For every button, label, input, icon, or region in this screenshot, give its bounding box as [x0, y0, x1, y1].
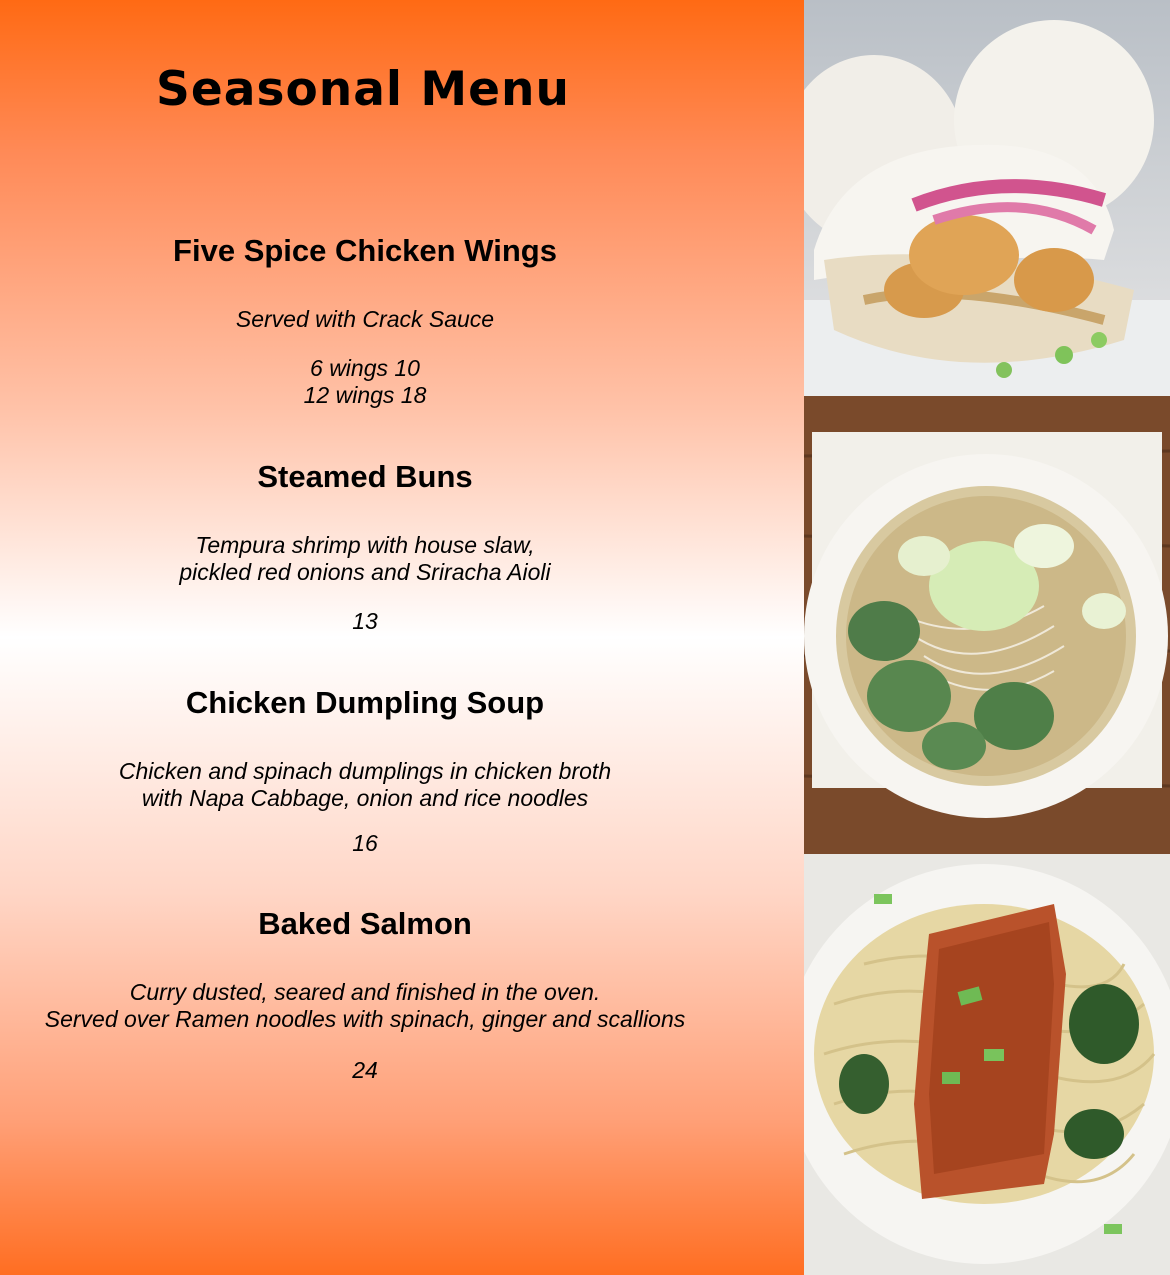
item-price: 24	[352, 1057, 378, 1083]
menu-title: Seasonal Menu	[156, 62, 570, 117]
menu-item-steamed-buns	[0, 459, 730, 635]
dumpling-soup-photo	[804, 396, 1170, 854]
item-description: Tempura shrimp with house slaw,	[195, 532, 535, 558]
item-price: 16	[352, 830, 378, 856]
baked-salmon-photo	[804, 854, 1170, 1275]
item-name: Baked Salmon	[258, 906, 472, 941]
item-description: Served over Ramen noodles with spinach, ginger and scallions	[44, 1006, 686, 1032]
item-description: pickled red onions and Sriracha Aioli	[179, 559, 551, 585]
item-name: Steamed Buns	[257, 459, 473, 494]
menu-item-chicken-wings	[0, 233, 730, 409]
item-price: 12 wings 18	[303, 382, 427, 408]
steamed-buns-photo	[804, 0, 1170, 396]
item-name: Chicken Dumpling Soup	[185, 685, 545, 720]
menu-item-baked-salmon	[0, 906, 730, 1084]
menu-item-dumpling-soup	[0, 685, 730, 857]
item-description: with Napa Cabbage, onion and rice noodles	[141, 785, 589, 811]
item-description: Curry dusted, seared and finished in the oven.	[129, 979, 601, 1005]
item-price: 13	[352, 608, 378, 634]
item-price: 6 wings 10	[310, 355, 420, 381]
item-description: Chicken and spinach dumplings in chicken broth	[118, 758, 612, 784]
item-name: Five Spice Chicken Wings	[173, 233, 557, 268]
item-description: Served with Crack Sauce	[235, 306, 495, 332]
